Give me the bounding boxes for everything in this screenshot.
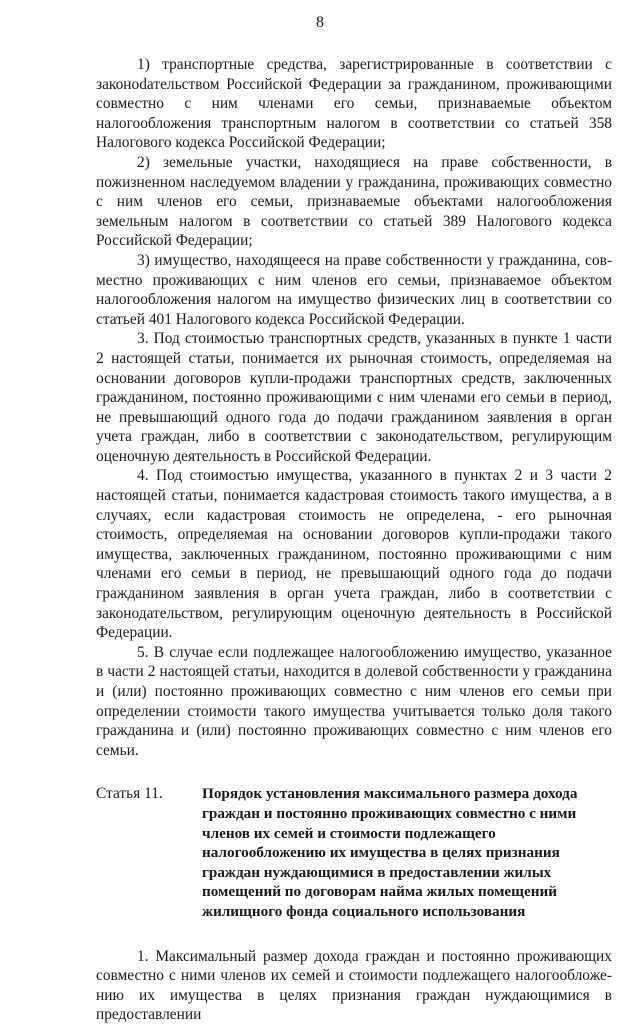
paragraph-item-2: 2) земельные участки, находящиеся на праве собственности, в пожизненном наследуемом владении у гражданина, проживающих совместно с ним членов его семьи, признаваемые объектами налогообложения земельным налогом в соответствии со статьей 389 Налогового кодекса Российской Федерации; [96,153,612,250]
article-paragraph-1: 1. Максимальный размер дохода граждан и постоянно проживающих совместно с ними членов их семей и стоимости подлежащего налогообложению их имущества в целях признания граждан нуждающимися в предоставлении [96,947,612,1024]
paragraph-part-5: 5. В случае если подлежащее налогообложению имущество, указанное в части 2 настоящей статьи, находится в долевой собственности у гражданина и (или) постоянно проживающих совместно с ним членов его семьи при определении стоимости такого имущества учитывается только доля такого гражданина и (или) постоянно проживающих совместно с ним членов его семьи. [96,643,612,759]
article-label: Статья 11. [96,785,163,803]
article-heading [96,784,612,921]
paragraph-part-3: 3. Под стоимостью транспортных средств, указанных в пункте 1 части 2 настоящей статьи, понимается их рыночная стоимость, определяемая на основании договоров купли-продажи транспортных средств, заключенных гражданином, постоянно проживающими с ним членами его семьи в период, не превышающий одного года до подачи гражданином заявления в орган учета граждан, либо в соответствии с законодательством, регулирующим оценочную деятельность в Российской Федерации. [96,330,612,465]
paragraph-item-3: 3) имущество, находящееся на праве собственности у гражданина, совместно проживающих с ним членов его семьи, признаваемое объектом налогообложения налогом на имущество физических лиц в соответствии со статьей 401 Налогового кодекса Российской Федерации. [96,251,612,328]
paragraph-part-4: 4. Под стоимостью имущества, указанного в пунктах 2 и 3 части 2 настоящей статьи, понимается кадастровая стоимость такого имущества, а в случаях, если кадастровая стоимость не определена, - его рыночная стоимость, определяемая на основании договоров купли-продажи такого имущества, заключенных гражданином, постоянно проживающими с ним членами его семьи в период, не превышающий одного года до подачи гражданином заявления в орган учета граждан, либо в соответствии с законодательством, регулирующим оценочную деятельность в Российской Федерации. [96,467,612,642]
paragraph-item-1: 1) транспортные средства, зарегистрированные в соответствии с законоdательством Российской Федерации за гражданином, проживающими совместно с ним членами его семьи, признаваемые объектом налогообложения транспортным налогом в соответствии со статьей 358 Налогового кодекса Российской Федерации; [96,56,612,152]
document-body [96,55,612,1025]
page-number: 8 [316,14,324,31]
article-title: Порядок установления максимального размера дохода граждан и постоянно проживающих совместно с ними членов их семей и стоимости подлежащего налогообложению их имущества в целях признания граждан нуждающимися в предоставлении жилых помещений по договорам найма жилых помещений жилищного фонда социального использования [202,785,578,920]
